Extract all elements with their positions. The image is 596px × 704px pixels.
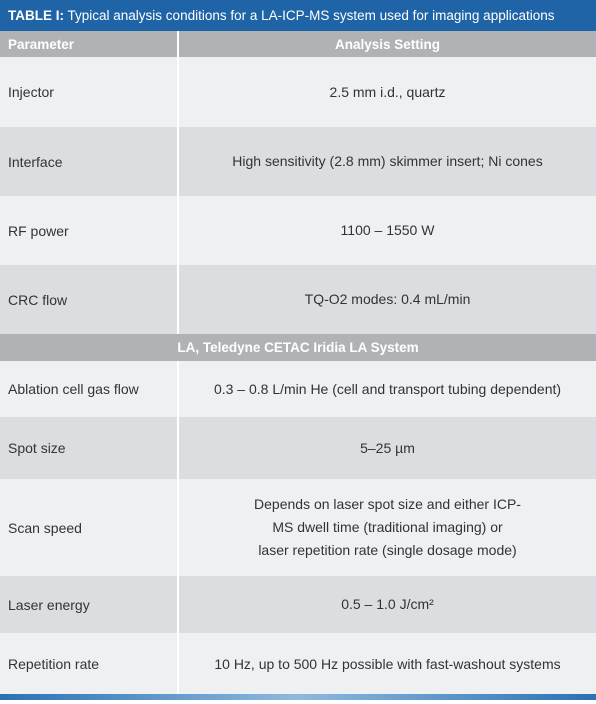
value-line: laser repetition rate (single dosage mode) [258,542,517,558]
caption-label: TABLE I: [8,8,64,23]
table-row [0,633,596,695]
value-line: Depends on laser spot size and either ICP- [254,496,521,512]
row-parameter: Laser energy [0,576,178,633]
row-value: 1100 – 1550 W [178,196,596,265]
table-row [0,265,596,334]
section-row [0,334,596,361]
row-value [178,479,596,576]
table-row [0,196,596,265]
row-value: TQ-O2 modes: 0.4 mL/min [178,265,596,334]
row-parameter: Interface [0,127,178,196]
table-row [0,576,596,633]
row-parameter: CRC flow [0,265,178,334]
row-value: 2.5 mm i.d., quartz [178,57,596,127]
row-parameter: Repetition rate [0,633,178,695]
row-value: High sensitivity (2.8 mm) skimmer insert; Ni cones [178,127,596,196]
row-value: 0.5 – 1.0 J/cm² [178,576,596,633]
row-parameter: Ablation cell gas flow [0,361,178,417]
table-row [0,57,596,127]
caption-text: Typical analysis conditions for a LA-ICP-MS system used for imaging applications [67,8,555,23]
table-caption [0,0,596,31]
table-row [0,417,596,479]
row-parameter: RF power [0,196,178,265]
value-line: MS dwell time (traditional imaging) or [272,519,503,535]
table-row [0,361,596,417]
row-value: 5–25 µm [178,417,596,479]
section-heading-la: LA, Teledyne CETAC Iridia LA System [0,334,596,361]
header-row [0,31,596,57]
row-parameter: Injector [0,57,178,127]
row-parameter: Spot size [0,417,178,479]
table-row [0,479,596,576]
footer-rule [0,694,596,700]
row-value: 0.3 – 0.8 L/min He (cell and transport tubing dependent) [178,361,596,417]
column-header-setting: Analysis Setting [178,31,596,57]
analysis-conditions-table [0,31,596,695]
table-row [0,127,596,196]
column-header-parameter: Parameter [0,31,178,57]
row-parameter: Scan speed [0,479,178,576]
row-value: 10 Hz, up to 500 Hz possible with fast-washout systems [178,633,596,695]
